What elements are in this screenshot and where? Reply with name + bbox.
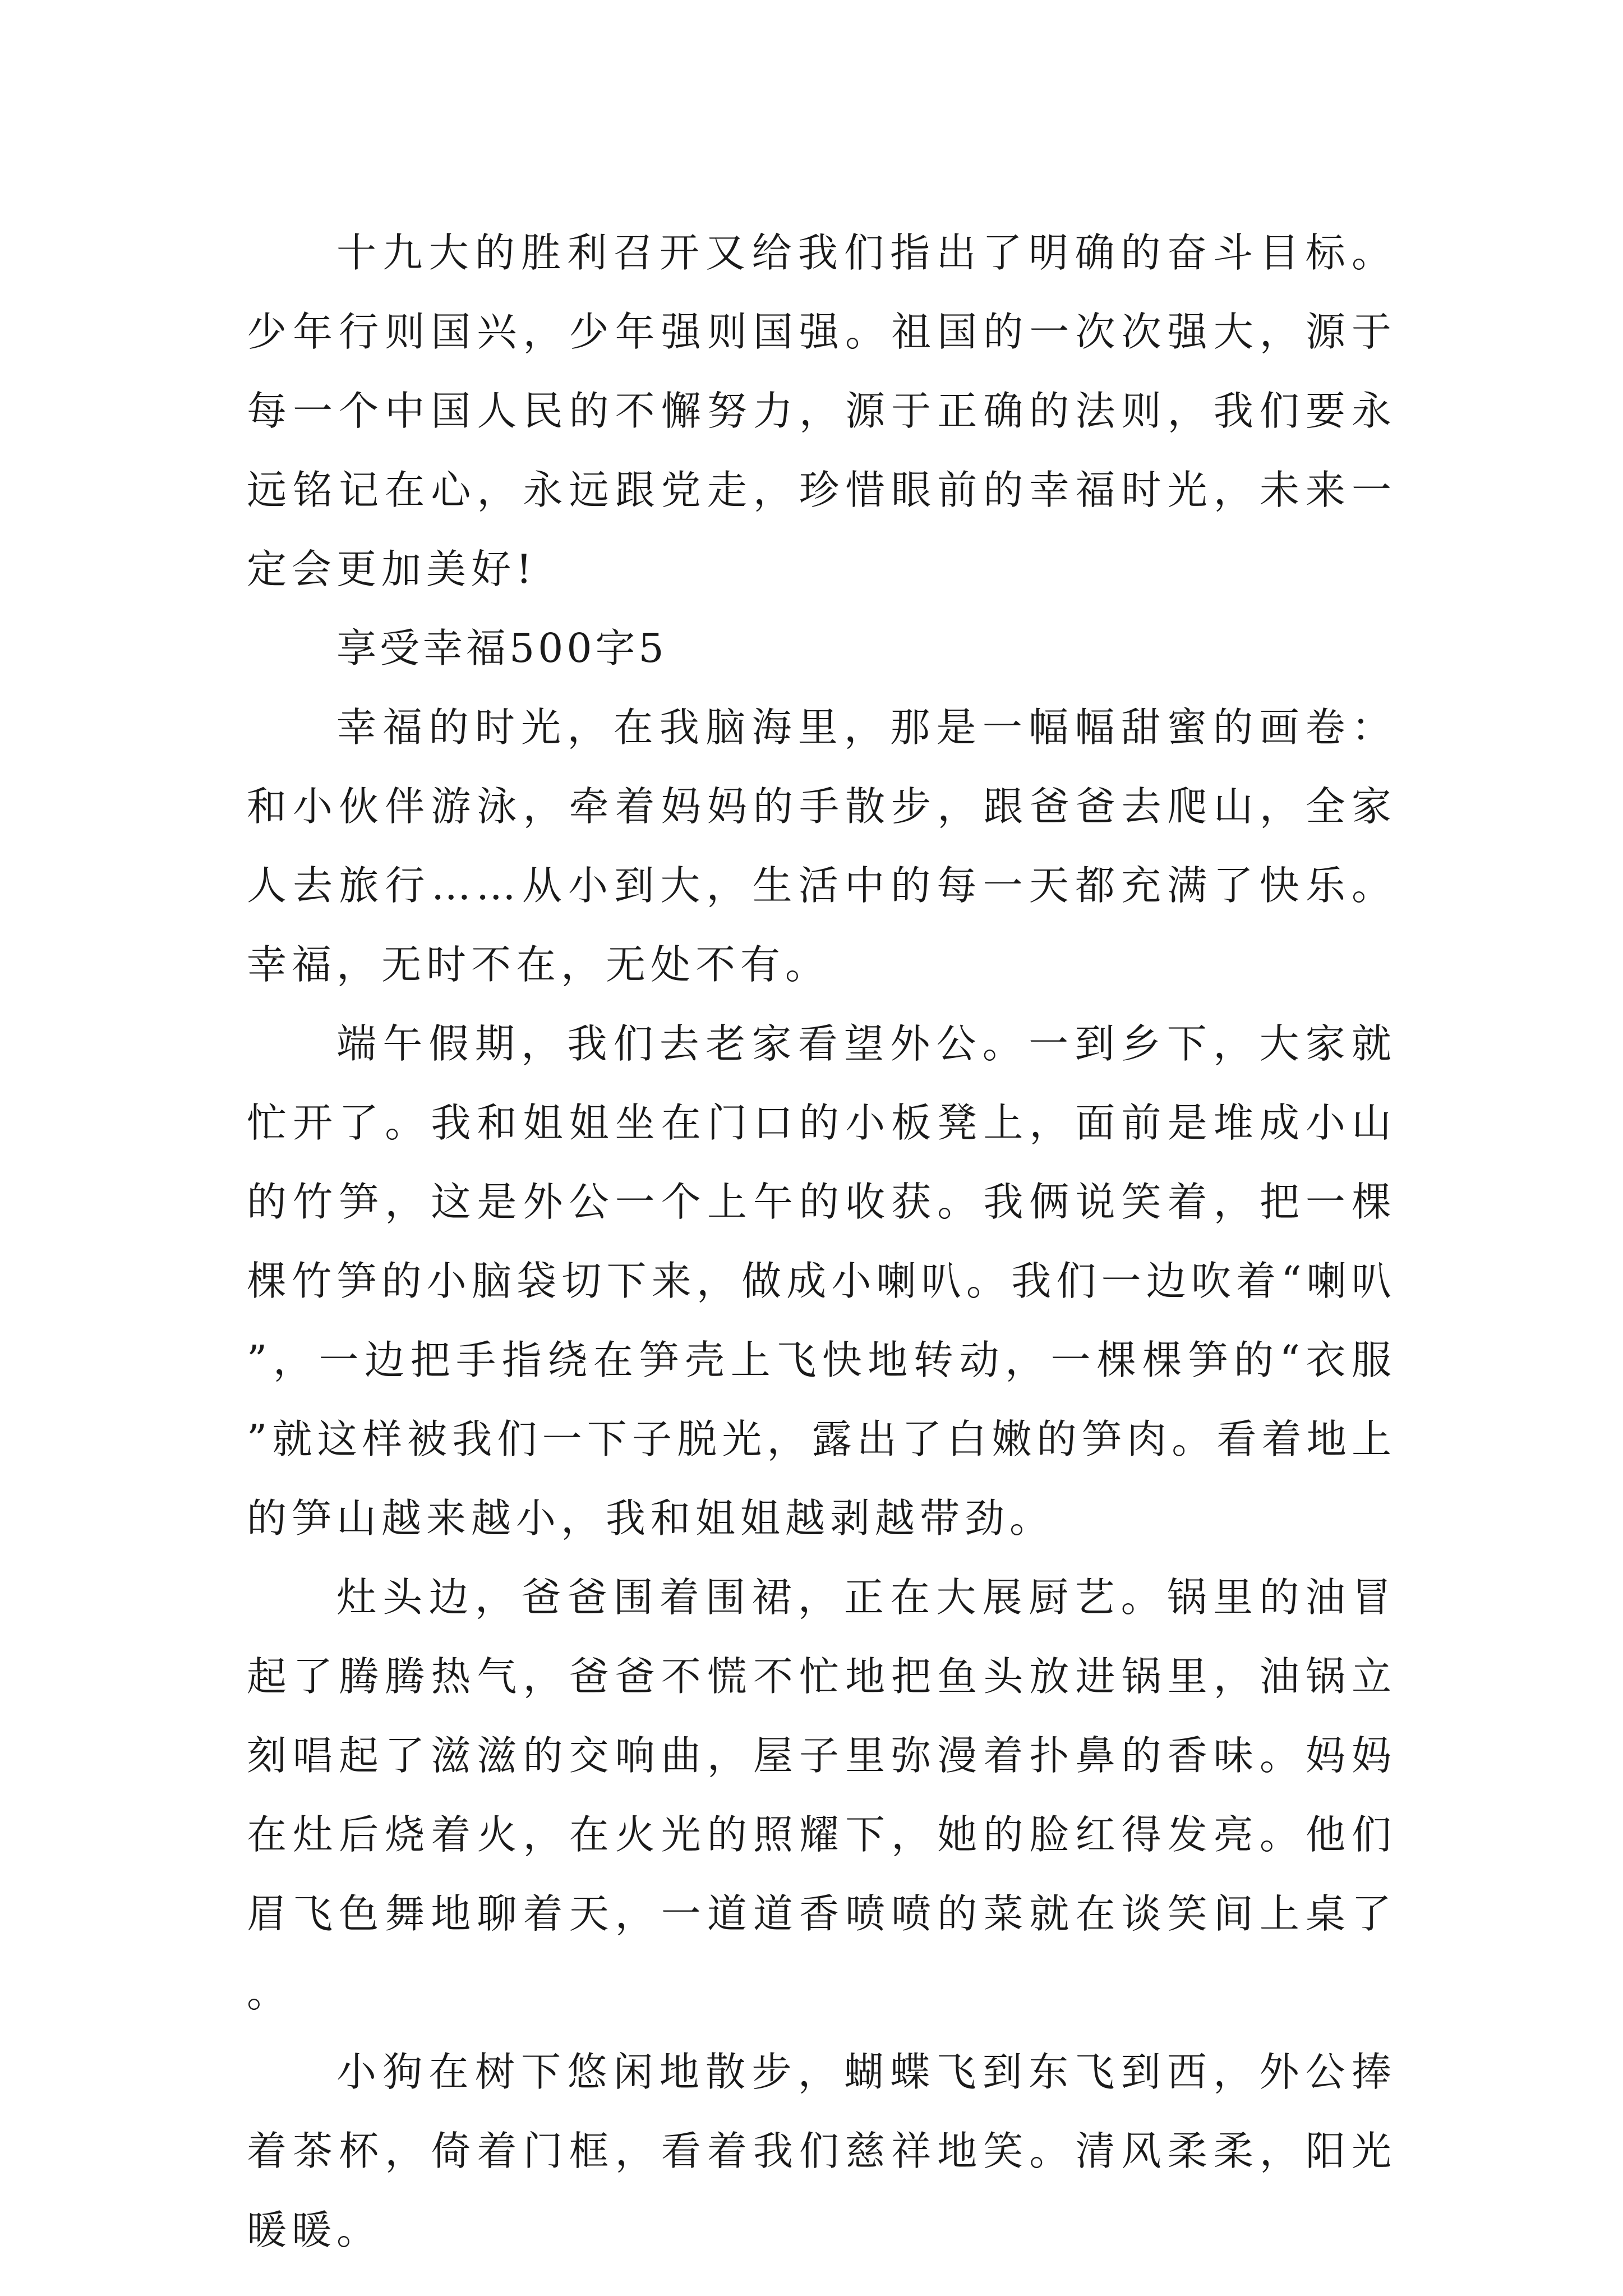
section-heading: 享受幸福500字5 [336, 625, 667, 671]
paragraph-stove-cooking: 灶头边，爸爸围着围裙，正在大展厨艺。锅里的油冒起了腾腾热气，爸爸不慌不忙地把鱼头放进锅里，油锅立刻唱起了滋滋的交响曲，屋子里弥漫着扑鼻的香味。妈妈在灶后烧着火，在火光的照耀下，她的脸红得发亮。他们眉飞色舞地聊着天，一道道香喷喷的菜就在谈笑间上桌了。 [247, 1574, 1396, 2016]
paragraph-dragon-boat-holiday: 端午假期，我们去老家看望外公。一到乡下，大家就忙开了。我和姐姐坐在门口的小板凳上，面前是堆成小山的竹笋，这是外公一个上午的收获。我俩说笑着，把一棵棵竹笋的小脑袋切下来，做成小喇叭。我们一边吹着“喇叭”，一边把手指绕在笋壳上飞快地转动，一棵棵笋的“衣服”就这样被我们一下子脱光，露出了白嫩的笋肉。看着地上的笋山越来越小，我和姐姐越剥越带劲。 [247, 1020, 1396, 1542]
paragraph-puppy-and-grandpa: 小狗在树下悠闲地散步，蝴蝶飞到东飞到西，外公捧着茶杯，倚着门框，看着我们慈祥地笑。清风柔柔，阳光暖暖。 [247, 2049, 1396, 2253]
document-body [247, 213, 1396, 2270]
paragraph-closing-nineteenth-congress: 十九大的胜利召开又给我们指出了明确的奋斗目标。少年行则国兴，少年强则国强。祖国的一次次强大，源于每一个中国人民的不懈努力，源于正确的法则，我们要永远铭记在心，永远跟党走，珍惜眼前的幸福时光，未来一定会更加美好! [247, 229, 1396, 592]
paragraph-happy-times: 幸福的时光，在我脑海里，那是一幅幅甜蜜的画卷：和小伙伴游泳，牵着妈妈的手散步，跟爸爸去爬山，全家人去旅行……从小到大，生活中的每一天都充满了快乐。幸福，无时不在，无处不有。 [247, 704, 1396, 988]
